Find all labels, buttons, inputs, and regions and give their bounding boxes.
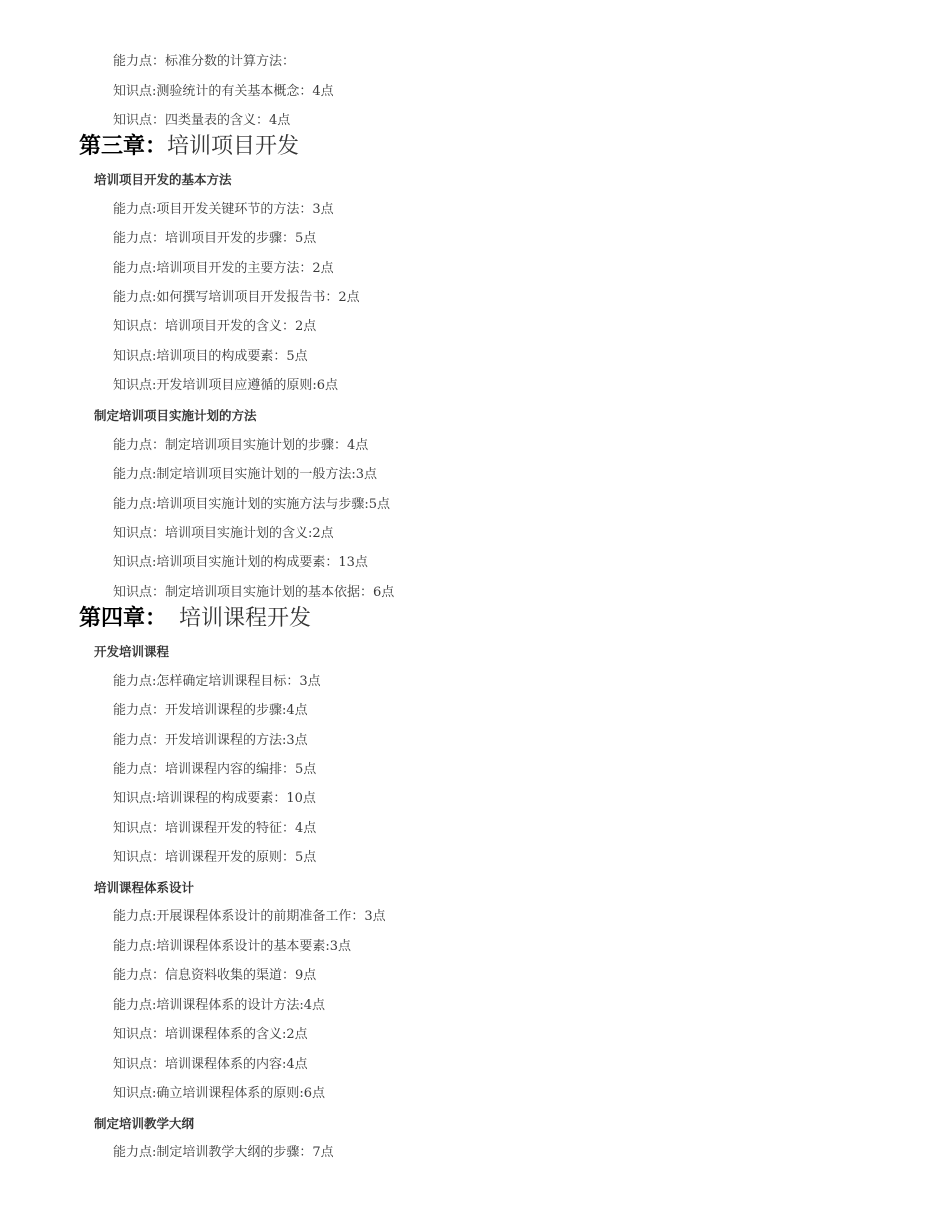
list-item: 知识点：培训项目实施计划的含义:2点 [113,526,334,541]
list-item: 知识点：培训课程体系的内容:4点 [113,1057,308,1072]
chapter-title: 培训课程开发 [179,606,312,631]
list-item: 能力点:怎样确定培训课程目标：3点 [113,674,321,689]
list-item: 能力点:制定培训教学大纲的步骤：7点 [113,1145,334,1160]
list-item: 知识点:测验统计的有关基本概念：4点 [113,84,334,99]
list-item: 知识点：培训课程开发的特征：4点 [113,821,317,836]
list-item: 能力点:制定培训项目实施计划的一般方法:3点 [113,467,378,482]
list-item: 知识点:确立培训课程体系的原则:6点 [113,1086,326,1101]
section-heading: 开发培训课程 [94,644,170,659]
section-heading: 制定培训项目实施计划的方法 [94,408,257,423]
list-item: 能力点:培训课程体系设计的基本要素:3点 [113,939,352,954]
list-item: 能力点:项目开发关键环节的方法：3点 [113,202,334,217]
list-item: 能力点：开发培训课程的方法:3点 [113,733,308,748]
list-item: 能力点:培训项目开发的主要方法：2点 [113,261,334,276]
chapter-heading [79,604,311,634]
list-item: 能力点:如何撰写培训项目开发报告书：2点 [113,290,360,305]
list-item: 知识点:培训项目的构成要素：5点 [113,349,308,364]
section-heading: 制定培训教学大纲 [94,1116,195,1131]
chapter-title: 培训项目开发 [167,134,300,159]
list-item: 知识点：培训课程体系的含义:2点 [113,1027,308,1042]
chapter-number: 第四章： [79,606,168,631]
section-heading: 培训课程体系设计 [94,880,195,895]
list-item: 能力点：培训课程内容的编排：5点 [113,762,317,777]
list-item: 能力点:培训课程体系的设计方法:4点 [113,998,326,1013]
list-item: 能力点：标准分数的计算方法： [113,54,296,69]
chapter-number: 第三章： [79,134,168,159]
list-item: 能力点：开发培训课程的步骤:4点 [113,703,308,718]
list-item: 能力点:开展课程体系设计的前期准备工作：3点 [113,909,386,924]
list-item: 知识点:开发培训项目应遵循的原则:6点 [113,378,339,393]
list-item: 能力点:培训项目实施计划的实施方法与步骤:5点 [113,497,391,512]
list-item: 知识点:培训项目实施计划的构成要素：13点 [113,555,368,570]
chapter-heading [79,132,299,162]
list-item: 能力点：制定培训项目实施计划的步骤：4点 [113,438,369,453]
list-item: 知识点：培训项目开发的含义：2点 [113,319,317,334]
list-item: 知识点：制定培训项目实施计划的基本依据：6点 [113,585,395,600]
list-item: 能力点：培训项目开发的步骤：5点 [113,231,317,246]
list-item: 知识点：四类量表的含义：4点 [113,113,291,128]
section-heading: 培训项目开发的基本方法 [94,172,232,187]
list-item: 知识点:培训课程的构成要素：10点 [113,791,316,806]
list-item: 知识点：培训课程开发的原则：5点 [113,850,317,865]
list-item: 能力点：信息资料收集的渠道：9点 [113,968,317,983]
